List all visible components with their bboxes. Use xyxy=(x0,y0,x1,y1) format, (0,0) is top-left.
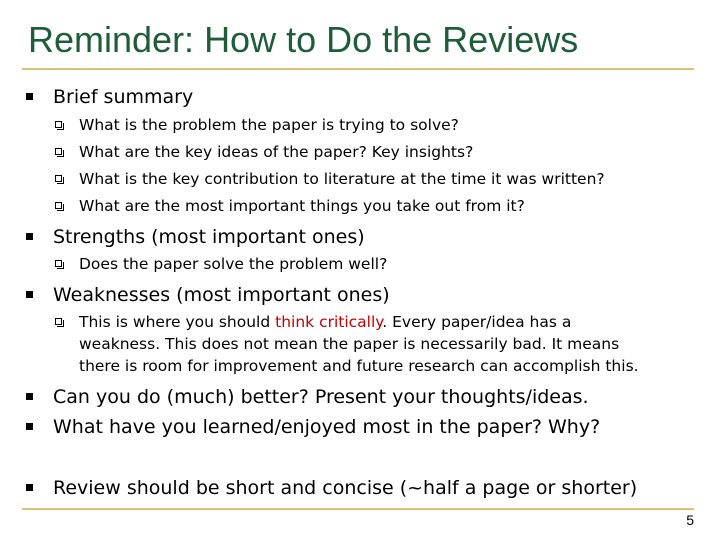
footer-divider xyxy=(22,508,694,510)
sub-bullet xyxy=(79,168,605,190)
sub-bullet-text: Does the paper solve the problem well? xyxy=(79,255,388,273)
bullet-label: Brief summary xyxy=(53,86,194,108)
square-bullet-icon xyxy=(26,484,33,491)
square-bullet-icon xyxy=(26,93,33,100)
sub-bullet-text-line: there is room for improvement and future research can accomplish this. xyxy=(79,357,639,375)
bullet-strengths xyxy=(53,225,365,249)
sub-bullet-text: What is the problem the paper is trying to solve? xyxy=(79,116,459,134)
bullet-label: Review should be short and concise (~half a page or shorter) xyxy=(53,477,638,499)
bullet-label: Weaknesses (most important ones) xyxy=(53,284,390,306)
emphasis-text: think critically xyxy=(275,313,383,331)
bullet-better xyxy=(53,385,589,409)
square-bullet-icon xyxy=(26,233,33,240)
hollow-square-bullet-icon xyxy=(55,175,62,182)
text-segment: This is where you should xyxy=(79,313,276,331)
hollow-square-bullet-icon xyxy=(55,202,62,209)
square-bullet-icon xyxy=(26,291,33,298)
sub-bullet-text: What are the key ideas of the paper? Key insights? xyxy=(79,143,474,161)
sub-bullet-text xyxy=(79,311,639,333)
hollow-square-bullet-icon xyxy=(55,318,62,325)
page-number: 5 xyxy=(686,512,694,528)
hollow-square-bullet-icon xyxy=(55,148,62,155)
sub-bullet-text: What is the key contribution to literature at the time it was written? xyxy=(79,170,605,188)
sub-bullet xyxy=(79,253,387,275)
hollow-square-bullet-icon xyxy=(55,260,62,267)
sub-bullet-text-line: weakness. This does not mean the paper is necessarily bad. It means xyxy=(79,335,620,353)
sub-bullet-text: What are the most important things you take out from it? xyxy=(79,197,525,215)
bullet-learned xyxy=(53,415,600,439)
bullet-label: Strengths (most important ones) xyxy=(53,226,365,248)
title-divider xyxy=(22,68,694,70)
bullet-weaknesses xyxy=(53,283,390,307)
slide-title: Reminder: How to Do the Reviews xyxy=(28,19,579,60)
square-bullet-icon xyxy=(26,423,33,430)
sub-bullet xyxy=(79,141,473,163)
sub-bullet xyxy=(79,311,639,377)
bullet-brief-summary xyxy=(53,85,193,109)
sub-bullet xyxy=(79,195,525,217)
square-bullet-icon xyxy=(26,393,33,400)
bullet-label: Can you do (much) better? Present your thoughts/ideas. xyxy=(53,386,589,408)
sub-bullet xyxy=(79,114,459,136)
bullet-review xyxy=(53,476,637,500)
hollow-square-bullet-icon xyxy=(55,121,62,128)
bullet-label: What have you learned/enjoyed most in the paper? Why? xyxy=(53,416,601,438)
text-segment: . Every paper/idea has a xyxy=(382,313,572,331)
